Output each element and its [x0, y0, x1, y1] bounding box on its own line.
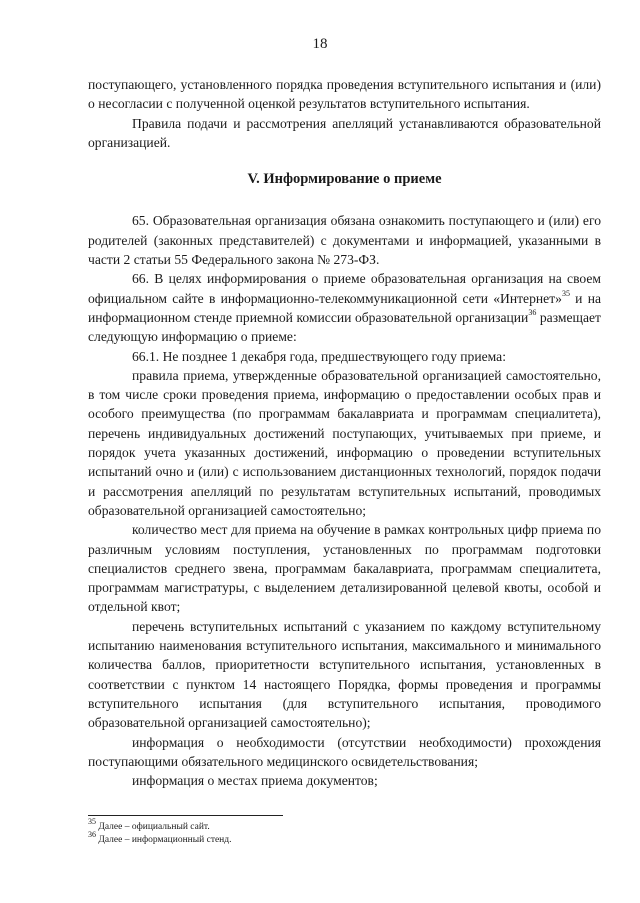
list-item-places: количество мест для приема на обучение в рамках контрольных цифр приема по различным условиям поступления, установленных по программам подготовки специалистов среднего звена, программам бакалавриата, программам специалитета, программам магистратуры, с выделением детализированной целевой квоты, особой и отдельной квот;	[88, 522, 601, 615]
section-heading: V. Информирование о приеме	[247, 171, 442, 188]
list-item-exams: перечень вступительных испытаний с указанием по каждому вступительному испытанию наименования вступительного испытания, максимального и минимального количества баллов, приоритетности вступительного испытания, установленных в соответствии с пунктом 14 настоящего Порядка, формы проведения и программы вступительного испытания (для вступительного испытания, проводимого образовательной организацией самостоятельно);	[88, 618, 601, 731]
paragraph-66-part1: 66. В целях информирования о приеме образовательная организация на своем официальном сайте в информационно-телекоммуникационной сети «Интернет»	[88, 271, 601, 306]
footnote-text: Далее – официальный сайт.	[98, 822, 210, 832]
footnote-number: 36	[88, 829, 96, 839]
page-number: 18	[312, 36, 328, 52]
footnotes	[88, 816, 568, 847]
paragraph-continuation: поступающего, установленного порядка проведения вступительного испытания и (или) о несогласии с полученной оценкой результатов вступительного испытания.	[88, 77, 601, 112]
paragraph-66-1: 66.1. Не позднее 1 декабря года, предшествующего году приема:	[132, 348, 506, 364]
paragraph-66	[88, 269, 601, 346]
footnote-35	[88, 816, 568, 834]
paragraph-66-part2: и на информационном стенде приемной комиссии образовательной организации	[88, 290, 601, 325]
footnote-number: 35	[88, 816, 96, 826]
list-item-medical: информация о необходимости (отсутствии необходимости) прохождения поступающими обязательного медицинского освидетельствования;	[88, 734, 601, 769]
footnote-separator	[88, 815, 283, 816]
footnote-ref-36: 36	[528, 308, 537, 318]
footnote-text: Далее – информационный стенд.	[98, 835, 232, 845]
footnote-ref-35: 35	[561, 289, 570, 299]
list-item-locations: информация о местах приема документов;	[132, 773, 378, 789]
paragraph-66-part3: размещает следующую информацию о приеме:	[88, 309, 601, 345]
list-item-rules: правила приема, утвержденные образовательной организацией самостоятельно, в том числе сроки проведения приема, информацию о предоставлении особых прав и особого преимущества (по программам бакалавриата и программам специалитета), перечень индивидуальных достижений поступающих, учитываемых при приеме, и порядок учета указанных достижений, информацию о проведении вступительных испытаний очно и (или) с использованием дистанционных технологий, порядок подачи и рассмотрения апелляций по результатам вступительных испытаний, проводимых образовательной организацией самостоятельно;	[88, 367, 601, 518]
footnote-36	[88, 829, 568, 847]
paragraph-65: 65. Образовательная организация обязана ознакомить поступающего и (или) его родителей (законных представителей) с документами и информацией, указанными в части 2 статьи 55 Федерального закона № 273-ФЗ.	[88, 213, 601, 268]
paragraph-appeals: Правила подачи и рассмотрения апелляций устанавливаются образовательной организацией.	[88, 115, 601, 150]
document-body	[88, 75, 601, 790]
